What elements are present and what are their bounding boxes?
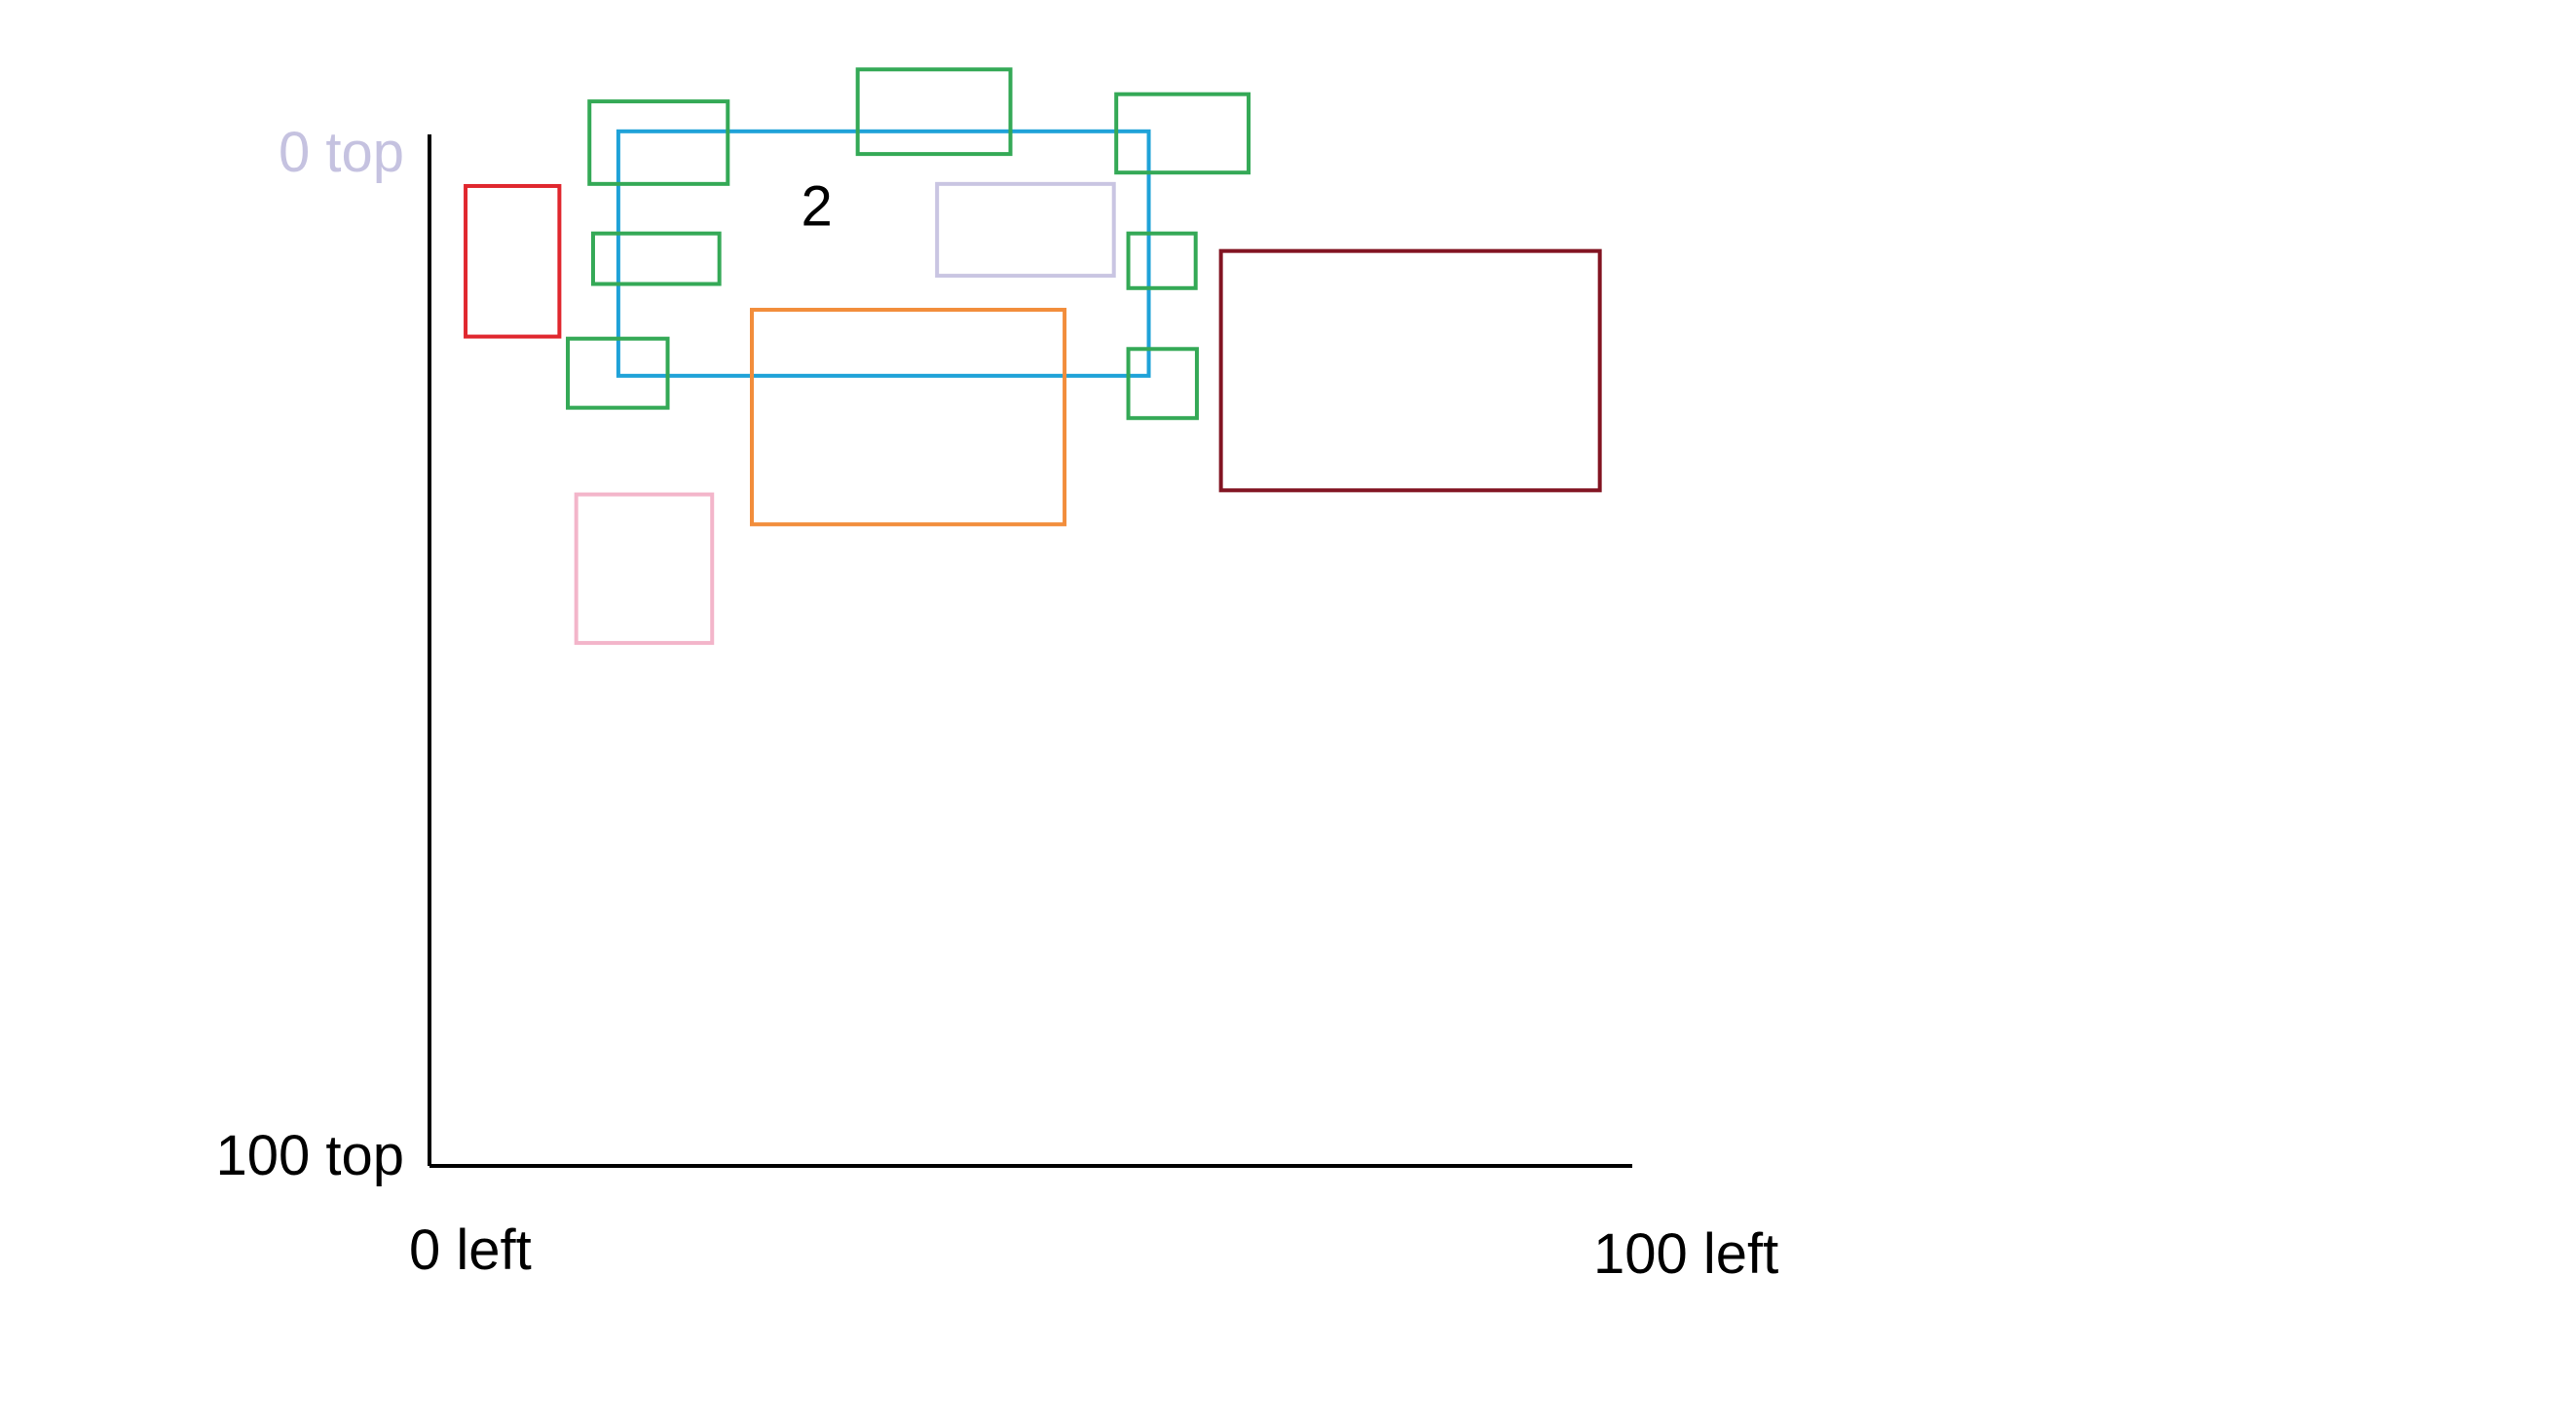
box-red bbox=[466, 186, 559, 337]
box-pink bbox=[577, 495, 713, 643]
box-green-5 bbox=[1129, 234, 1196, 288]
y-axis-top-label: 0 top bbox=[279, 121, 404, 184]
box-orange bbox=[752, 310, 1064, 524]
box-green-3 bbox=[1116, 94, 1249, 172]
box-green-2 bbox=[858, 69, 1011, 154]
y-axis-bottom-label: 100 top bbox=[215, 1124, 404, 1187]
x-axis-left-label: 0 left bbox=[409, 1219, 532, 1282]
box-green-7 bbox=[1129, 349, 1197, 418]
box-blue bbox=[618, 131, 1149, 376]
box-green-4 bbox=[593, 234, 720, 284]
box-number-label: 2 bbox=[801, 174, 833, 239]
box-lavender bbox=[937, 184, 1114, 276]
box-green-1 bbox=[589, 101, 728, 184]
x-axis-right-label: 100 left bbox=[1593, 1222, 1779, 1286]
boxes-group bbox=[466, 69, 1600, 643]
box-dark-red bbox=[1221, 251, 1600, 491]
